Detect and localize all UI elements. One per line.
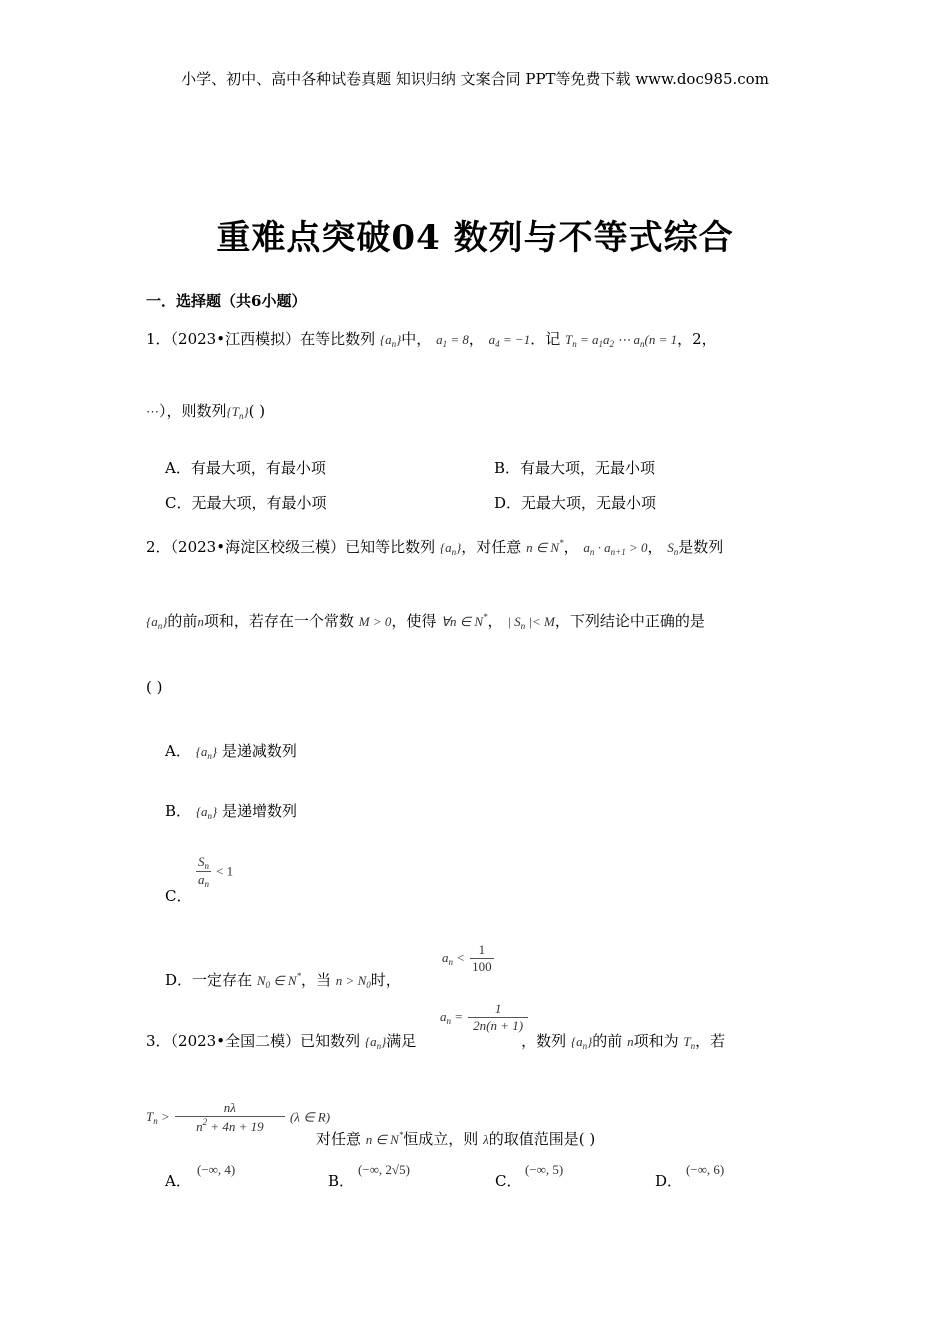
math-formula: $n > N_0$ [335,973,371,990]
question-number: 2． [146,538,171,556]
math-formula: $T_n = a_1a_2$ ⋯ $a_n(n = 1$ [565,332,678,349]
option-c[interactable]: C．无最大项，有最小项 [165,494,327,512]
math-formula: $\{a_n\}$ [379,332,402,349]
math-formula: $a_n$ < $\frac{1}{100}$ [442,942,492,974]
math-formula: $a_1 = 8$ [436,332,469,349]
document-title: 重难点突破04 数列与不等式综合 [216,218,734,258]
math-formula: ⋯ [146,404,159,419]
option-b[interactable]: B． [328,1172,355,1190]
question-source: （2023•海淀区校级三模） [170,538,346,556]
math-formula: $a_n$ = $\frac{1}{2n(n + 1)}$ [440,1001,528,1034]
math-formula: n ∈ N* [365,1130,404,1147]
option-a[interactable]: A． [165,1172,191,1190]
math-formula: ∀n ∈ N* [441,612,488,629]
option-a[interactable]: A． $\{a_n\}$ 是递减数列 [165,742,297,761]
math-formula: $\{a_n\}$ [570,1034,593,1051]
option-d[interactable]: D． [655,1172,683,1190]
math-formula: $S_n$ [667,540,679,557]
math-formula: $\{a_n\}$ [364,1034,387,1051]
question-number: 1． [146,330,171,348]
math-formula: n [627,1034,634,1049]
math-formula: λ [483,1132,489,1147]
option-a[interactable]: A．有最大项，有最小项 [165,459,326,477]
option-b[interactable]: B．有最大项，无最小项 [494,459,656,477]
option-d[interactable]: D．一定存在 $N_0$ ∈ N*，当 $n > N_0$时， [165,971,401,990]
math-formula: $\{a_n\}$ [195,804,218,821]
section-heading: 一．选择题（共6小题） [146,292,307,310]
math-formula: $\{a_n\}$ [439,540,462,557]
question-source: （2023•全国二模） [170,1032,301,1050]
question-1-line-2: ⋯），则数列$\{T_n\}$( ) [146,402,266,421]
question-2-line-2: $\{a_n\}$的前n项和，若存在一个常数 M > 0，使得 ∀n ∈ N*， | $S_n$ |< M，下列结论中正确的是 [146,612,705,631]
math-formula: $T_n$ [683,1034,696,1051]
math-formula: (−∞, 5) [525,1162,564,1177]
math-formula: n ∈ N* [526,538,564,555]
option-b[interactable]: B． $\{a_n\}$ 是递增数列 [165,802,298,821]
math-formula: M > 0 [358,614,392,629]
math-formula: $\frac{S_n}{a_n}$ < 1 [198,854,234,889]
math-formula: (−∞, 6) [686,1162,725,1177]
math-formula: $a_n \cdot a_{n+1} > 0$ [583,540,648,557]
question-3-line-1: 3．（2023•全国二模）已知数列 $\{a_n\}$满足 ，数列 $\{a_n\}$的前 n项和为 $T_n$，若 [146,1032,726,1051]
math-formula: $\{a_n\}$ [146,614,168,631]
math-formula: $T_n$ > $\frac{n\lambda}{n^2 + 4n + 19}$ (λ ∈ R) [146,1100,331,1134]
page-header: 小学、初中、高中各种试卷真题 知识归纳 文案合同 PPT等免费下载 www.doc985.com [181,70,769,88]
question-3-line-2: 对任意 n ∈ N*恒成立，则 λ的取值范围是( ) [316,1130,596,1148]
math-formula: $N_0$ ∈ N* [256,971,301,990]
answer-paren: ( ) [146,678,163,696]
math-formula: n [197,614,204,629]
question-2-line-1: 2．（2023•海淀区校级三模）已知等比数列 $\{a_n\}$，对任意 n ∈ N*， $a_n \cdot a_{n+1} > 0$， $S_n$是数列 [146,538,724,557]
question-number: 3． [146,1032,171,1050]
math-formula: $a_4 = -1$ [488,332,531,349]
math-formula: | $S_n$ |< M [507,614,555,631]
math-formula: (−∞, 2√5) [358,1162,410,1177]
option-c[interactable]: C． [495,1172,522,1190]
math-formula: (−∞, 4) [197,1162,236,1177]
option-c[interactable]: C． [165,887,192,905]
math-formula: $\{T_n\}$ [226,404,249,421]
question-source: （2023•江西模拟） [170,330,301,348]
question-1-line-1: 1．（2023•江西模拟）在等比数列 $\{a_n\}$中， $a_1 = 8$， $a_4 = -1$．记 $T_n = a_1a_2$ ⋯ $a_n(n = 1$，2， [146,330,717,349]
option-d[interactable]: D．无最大项，无最小项 [494,494,657,512]
math-formula: $\{a_n\}$ [195,744,218,761]
